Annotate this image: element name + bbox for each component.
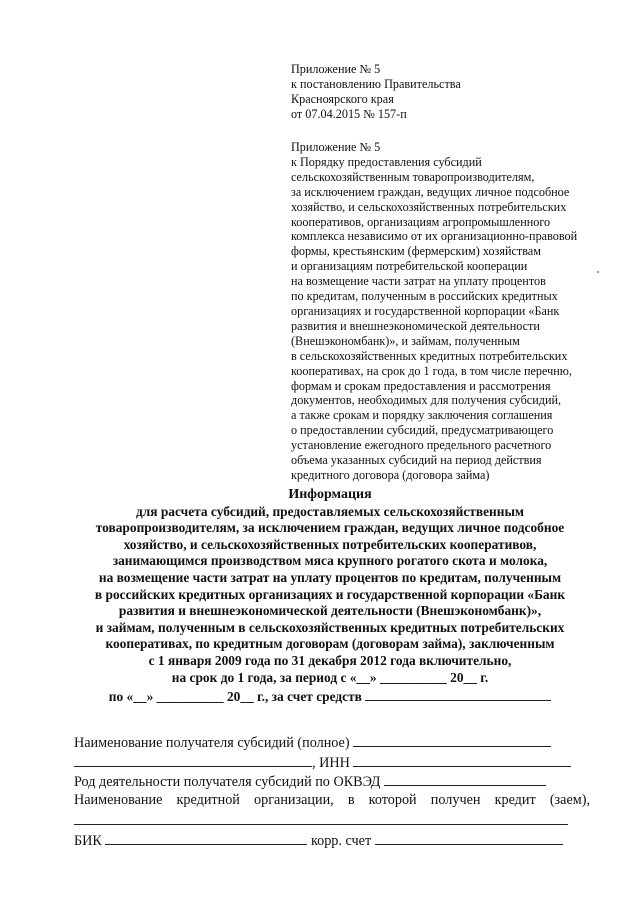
title-line: в российских кредитных организациях и государственной корпорации «Банк (94, 586, 566, 602)
form-row-recipient-name (74, 732, 590, 752)
title-line: развития и внешнеэкономической деятельности (Внешэкономбанк)», (118, 603, 542, 619)
title-line: для расчета субсидий, предоставляемых сельскохозяйственным (135, 503, 525, 519)
appendix-line: а также срокам и порядку заключения соглашения (291, 408, 553, 423)
appendix-line: комплекса независимо от их организационно-правовой (291, 229, 578, 244)
credit-org-field[interactable] (74, 810, 568, 825)
funds-prefix: по «__» __________ 20__ г., за счет средств (108, 689, 362, 705)
appendix-header-procedure (291, 140, 577, 483)
title-line: хозяйство, и сельскохозяйственных потребительских кооперативов, (123, 536, 537, 552)
appendix-line: по кредитам, полученным в российских кредитных (291, 289, 558, 304)
appendix-line: кооперативах, на срок до 1 года, в том числе перечню, (291, 363, 572, 378)
appendix-line: формы, крестьянским (фермерским) хозяйствам (291, 244, 541, 259)
title-line: кооперативах, по кредитным договорам (договорам займа), заключенным (105, 636, 555, 652)
credit-org-label: Наименование кредитной организации, в которой получен кредит (заем), (74, 791, 590, 808)
corr-account-field[interactable] (375, 830, 563, 845)
appendix-line: формам и срокам предоставления и рассмотрения (291, 378, 551, 393)
appendix-line: о предоставлении субсидий, предусматривающего (291, 423, 554, 438)
title-line: занимающимся производством мяса крупного рогатого скота и молока, (112, 553, 548, 569)
inn-field[interactable] (353, 752, 571, 767)
appendix-line: установление ежегодного предельного расчетного (291, 438, 552, 453)
document-title-block (55, 487, 605, 706)
appendix-line: Приложение № 5 (291, 62, 381, 76)
title-line: и займам, полученным в сельскохозяйственных кредитных потребительских (95, 619, 565, 635)
bik-label: БИК (74, 832, 102, 849)
appendix-line: хозяйство, и сельскохозяйственных потребительских (291, 199, 567, 214)
appendix-line: кредитного договора (договора займа) (291, 467, 490, 482)
appendix-line: за исключением граждан, ведущих личное подсобное (291, 184, 570, 199)
title-line: на возмещение части затрат на уплату процентов по кредитам, полученным (98, 569, 562, 585)
appendix-line: и организациям потребительской кооперации (291, 259, 528, 274)
bik-field[interactable] (105, 830, 307, 845)
form-row-credit-org (74, 791, 590, 811)
appendix-line: Приложение № 5 (291, 140, 381, 154)
appendix-line: к Порядку предоставления субсидий (291, 154, 482, 169)
appendix-line: развития и внешнеэкономической деятельности (291, 318, 540, 333)
funds-source-field[interactable] (365, 686, 551, 701)
appendix-line: объема указанных субсидий на период действия (291, 453, 542, 468)
appendix-header-government (291, 62, 461, 122)
form-row-activity (74, 771, 590, 791)
title-line: товаропроизводителям, за исключением граждан, ведущих личное подсобное (95, 520, 565, 536)
document-title: Информация (288, 487, 372, 502)
okved-field[interactable] (384, 771, 546, 786)
title-line: с 1 января 2009 года по 31 декабря 2012 года включительно, (148, 652, 512, 668)
scan-speck (597, 271, 599, 273)
appendix-line: сельскохозяйственным товаропроизводителям, (291, 169, 535, 184)
appendix-line: организациях и государственной корпорации «Банк (291, 303, 560, 318)
appendix-line: от 07.04.2015 № 157-п (291, 106, 407, 121)
title-funds-line (55, 686, 605, 706)
appendix-line: кооперативов, организациям агропромышленного (291, 214, 551, 229)
inn-label: , ИНН (312, 754, 350, 771)
recipient-name-field[interactable] (353, 732, 551, 747)
form-row-credit-org-field (74, 810, 590, 830)
appendix-line: Красноярского края (291, 91, 394, 106)
recipient-name-label: Наименование получателя субсидий (полное) (74, 735, 350, 751)
appendix-line: в сельскохозяйственных кредитных потребительских (291, 348, 568, 363)
recipient-form (74, 732, 590, 849)
appendix-line: (Внешэкономбанк)», и займам, полученным (291, 333, 520, 348)
corr-account-label: корр. счет (310, 832, 372, 849)
title-period-line: на срок до 1 года, за период с «__» __________ 20__ г. (171, 669, 489, 685)
appendix-line: к постановлению Правительства (291, 76, 461, 91)
form-row-inn (74, 752, 590, 772)
form-row-bik (74, 830, 590, 850)
recipient-name-field-continued[interactable] (74, 752, 312, 767)
appendix-line: на возмещение части затрат на уплату процентов (291, 274, 546, 289)
appendix-line: документов, необходимых для получения субсидий, (291, 393, 562, 408)
activity-label: Род деятельности получателя субсидий по ОКВЭД (74, 774, 381, 790)
